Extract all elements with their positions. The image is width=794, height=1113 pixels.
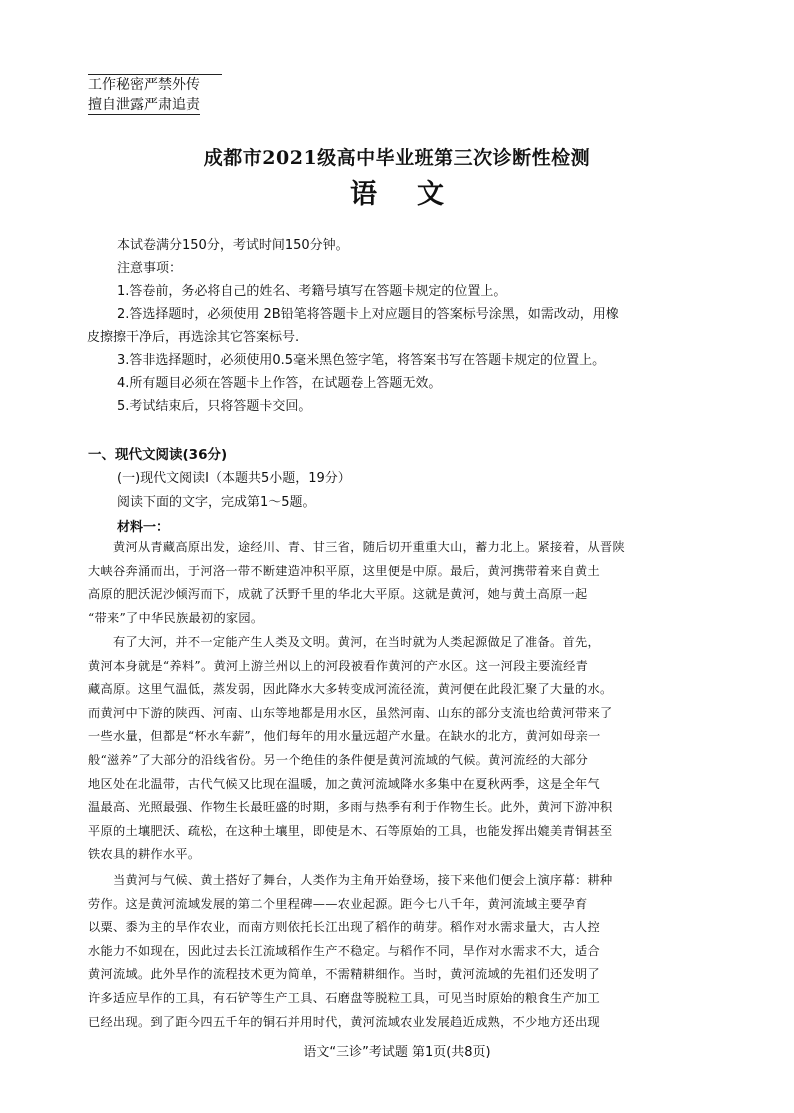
passage-line: 劳作。这是黄河流域发展的第二个里程碑——农业起源。距今七八千年，黄河流域主要孕育 <box>88 896 588 911</box>
note-item-5: 5.考试结束后，只将答题卡交回。 <box>117 399 312 414</box>
passage-line: “带来”了中华民族最初的家园。 <box>88 610 264 625</box>
note-item-2-continued: 皮擦擦干净后，再选涂其它答案标号. <box>87 330 300 345</box>
page-footer: 语文“三诊”考试题 第1页(共8页) <box>303 1045 491 1060</box>
passage-line: 以粟、黍为主的旱作农业，而南方则依托长江出现了稻作的萌芽。稻作对水需求量大，古人控 <box>88 920 600 935</box>
passage-line: 黄河流域。此外旱作的流程技术更为简单，不需精耕细作。当时，黄河流域的先祖们还发明了 <box>88 967 600 982</box>
passage-paragraph-1 <box>88 536 706 630</box>
section-heading: 一、现代文阅读(36分) <box>88 447 228 463</box>
note-item-1: 1.答卷前，务必将自己的姓名、考籍号填写在答题卡规定的位置上。 <box>117 284 507 299</box>
subsection-heading: (一)现代文阅读I（本题共5小题，19分） <box>117 471 351 486</box>
passage-line: 温最高、光照最强、作物生长最旺盛的时期，多雨与热季有利于作物生长。此外，黄河下游冲积 <box>88 800 613 815</box>
passage-paragraph-2 <box>88 631 706 867</box>
passage-line: 地区处在北温带，古代气候又比现在温暖，加之黄河流域降水多集中在夏秋两季，这是全年气 <box>88 776 600 791</box>
passage-line: 平原的土壤肥沃、疏松，在这种土壤里，即使是木、石等原始的工具，也能发挥出媲美青铜甚至 <box>88 823 613 838</box>
passage-line: 高原的肥沃泥沙倾泻而下，成就了沃野千里的华北大平原。这就是黄河，她与黄土高原一起 <box>88 587 588 602</box>
passage-line: 黄河从青藏高原出发，途经川、青、甘三省，随后切开重重大山，蓄力北上。紧接着，从晋陕 <box>88 540 625 554</box>
passage-line: 有了大河，并不一定能产生人类及文明。黄河，在当时就为人类起源做足了准备。首先， <box>88 635 600 649</box>
material-label: 材料一： <box>117 520 170 535</box>
note-item-2: 2.答选择题时，必须使用 2B铅笔将答题卡上对应题目的答案标号涂黑，如需改动，用橡 <box>117 307 619 322</box>
passage-line: 大峡谷奔涌而出，于河洛一带不断建造冲积平原，这里便是中原。最后，黄河携带着来自黄土 <box>88 563 600 578</box>
subject-title: 语文 <box>350 179 484 210</box>
passage-line: 一些水量，但都是“杯水车薪”，他们每年的用水量远超产水量。在缺水的北方，黄河如母亲一 <box>88 729 601 744</box>
confidential-line-2: 擅自泄露严肃追责 <box>88 97 200 113</box>
passage-paragraph-3 <box>88 869 706 1034</box>
score-time-info: 本试卷满分150分，考试时间150分钟。 <box>117 238 349 253</box>
confidential-line-1: 工作秘密严禁外传 <box>88 77 200 93</box>
passage-line: 而黄河中下游的陕西、河南、山东等地都是用水区，虽然河南、山东的部分支流也给黄河带来了 <box>88 705 613 720</box>
confidential-notice <box>88 74 222 115</box>
notes-heading: 注意事项： <box>117 261 183 276</box>
passage-line: 黄河本身就是“养料”。黄河上游兰州以上的河段被看作黄河的产水区。这一河段主要流经青 <box>88 658 589 673</box>
passage-line: 当黄河与气候、黄土搭好了舞台，人类作为主角开始登场，接下来他们便会上演序幕：耕种 <box>88 873 613 887</box>
passage-line: 般“滋养”了大部分的沿线省份。另一个绝佳的条件便是黄河流域的气候。黄河流经的大部分 <box>88 752 589 767</box>
note-item-4: 4.所有题目必须在答题卡上作答，在试题卷上答题无效。 <box>117 376 442 391</box>
note-item-3: 3.答非选择题时，必须使用0.5毫米黑色签字笔，将答案书写在答题卡规定的位置上。 <box>117 353 606 368</box>
passage-line: 许多适应旱作的工具，有石铲等生产工具、石磨盘等脱粒工具，可见当时原始的粮食生产加工 <box>88 990 600 1005</box>
passage-line: 已经出现。到了距今四五千年的铜石并用时代，黄河流域农业发展趋近成熟，不少地方还出现 <box>88 1014 600 1029</box>
exam-title: 成都市2021级高中毕业班第三次诊断性检测 <box>203 147 591 169</box>
exam-instructions <box>87 234 717 418</box>
passage-line: 藏高原。这里气温低，蒸发弱，因此降水大多转变成河流径流，黄河便在此段汇聚了大量的水。 <box>88 682 613 697</box>
passage-line: 水能力不如现在，因此过去长江流域稻作生产不稳定。与稻作不同，旱作对水需求不大，适合 <box>88 943 600 958</box>
passage-line: 铁农具的耕作水平。 <box>88 847 201 862</box>
reading-instruction: 阅读下面的文字，完成第1～5题。 <box>117 495 316 510</box>
